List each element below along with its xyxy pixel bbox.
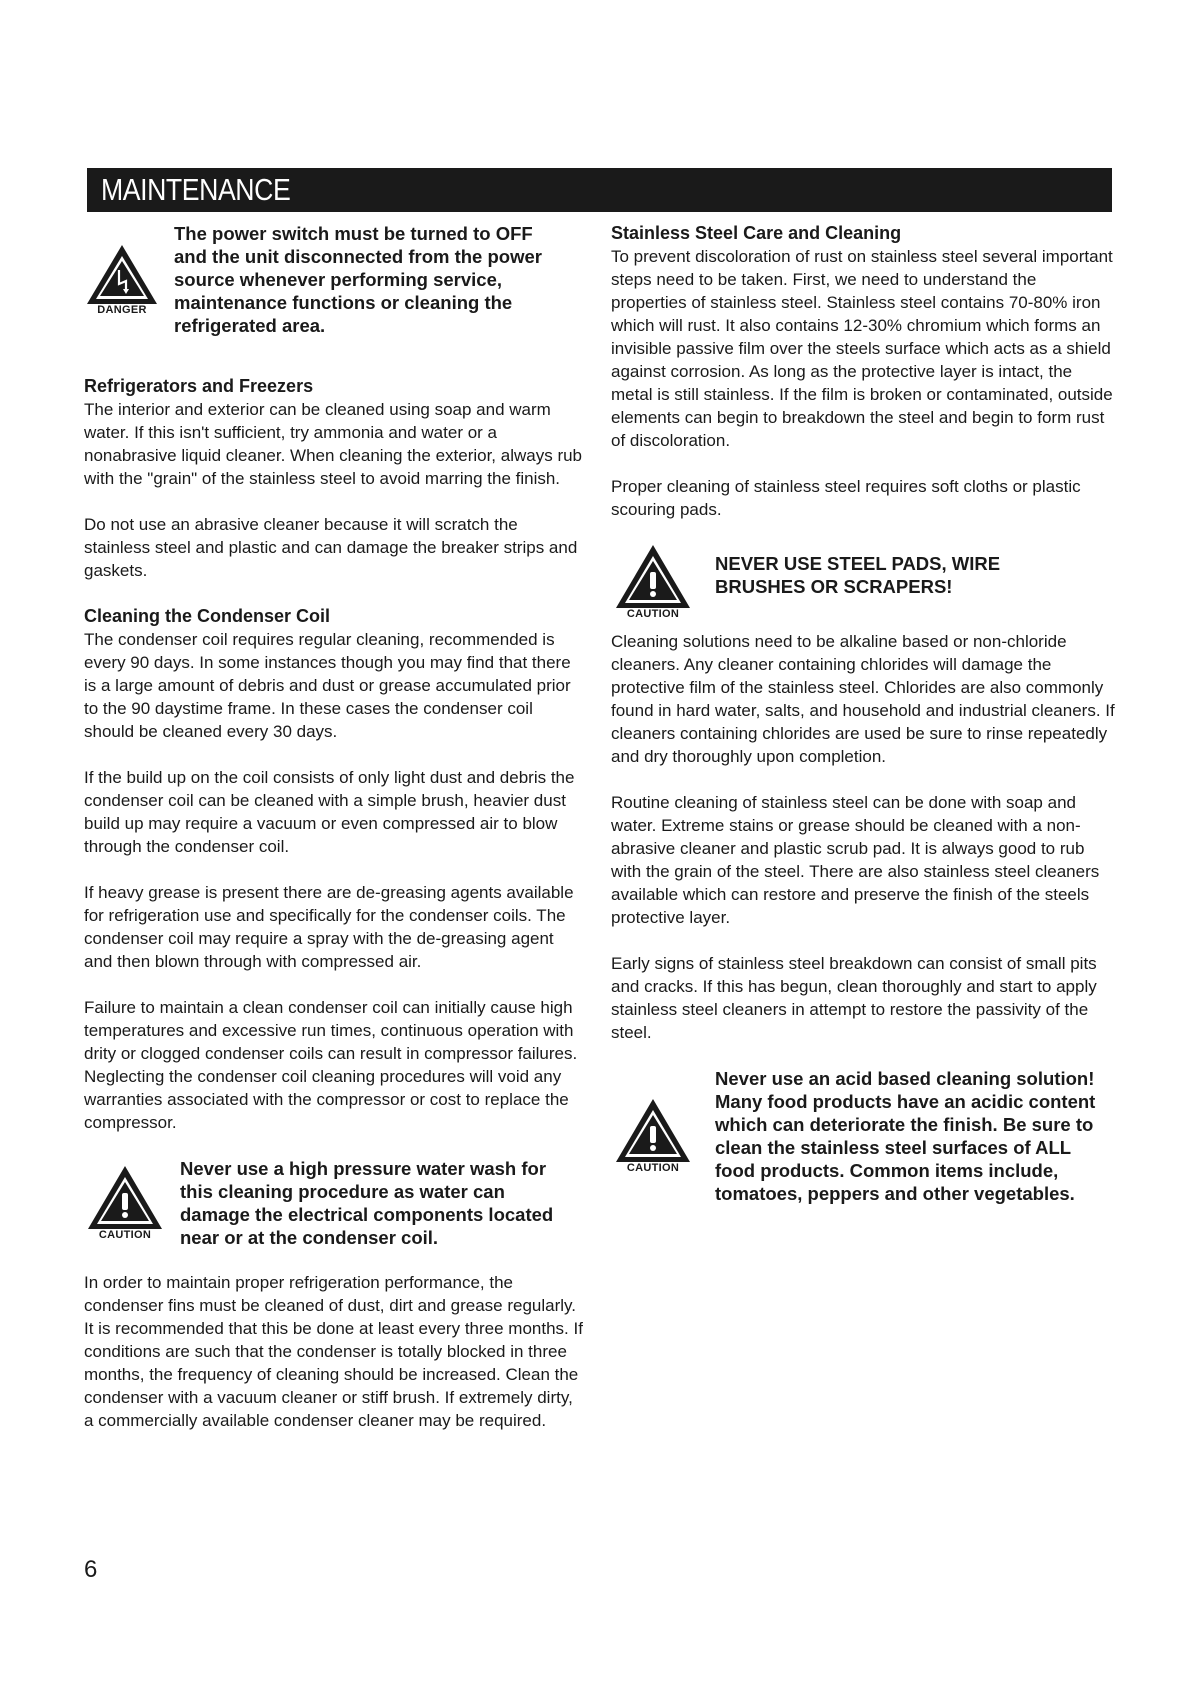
right-column bbox=[611, 222, 1116, 1227]
danger-icon bbox=[84, 244, 160, 316]
paragraph: Failure to maintain a clean condenser coil can initially cause high temperatures and excessive run times, continuous operation with drity or clogged condenser coils can result in compressor failures. Neglecting the condenser coil cleaning procedures will void any warranties associated with the compressor or cost to replace the compressor. bbox=[84, 998, 578, 1132]
paragraph: Proper cleaning of stainless steel requires soft cloths or plastic scouring pads. bbox=[611, 477, 1081, 519]
electrical-hazard-icon bbox=[86, 244, 158, 306]
section-heading-refrigerators: Refrigerators and Freezers bbox=[84, 376, 314, 396]
exclamation-icon bbox=[615, 1098, 691, 1164]
caution-warning bbox=[84, 1157, 586, 1249]
paragraph: Early signs of stainless steel breakdown can consist of small pits and cracks. If this has begun, clean thoroughly and start to apply stainless steel cleaners in attempt to restore the passivity of the steel. bbox=[611, 954, 1097, 1042]
section-heading-stainless-steel: Stainless Steel Care and Cleaning bbox=[611, 223, 902, 243]
caution-icon bbox=[611, 1098, 695, 1174]
paragraph: The condenser coil requires regular cleaning, recommended is every 90 days. In some instances though you may find that there is a large amount of debris and dust or grease accumulated prior to the 90 daystime frame. In these cases the condenser coil should be cleaned every 30 days. bbox=[84, 630, 571, 741]
caution-text: NEVER USE STEEL PADS, WIRE BRUSHES OR SCRAPERS! bbox=[715, 553, 1001, 597]
caution-warning bbox=[611, 1067, 1116, 1205]
caution-text: Never use a high pressure water wash for this cleaning procedure as water can damage the electrical components located near or at the condenser coil. bbox=[180, 1158, 554, 1248]
paragraph: The interior and exterior can be cleaned using soap and warm water. If this isn't sufficient, try ammonia and water or a nonabrasive liquid cleaner. When cleaning the exterior, always rub with the "grain" of the stainless steel to avoid marring the finish. bbox=[84, 400, 583, 488]
caution-label: CAUTION bbox=[626, 1162, 680, 1174]
paragraph: Cleaning solutions need to be alkaline based or non-chloride cleaners. Any cleaner containing chlorides will damage the protective film of the stainless steel. Chlorides are also commonly found in hard water, salts, and household and industrial cleaners. If cleaners containing chlorides are used be sure to rinse repeatedly and dry thoroughly upon completion. bbox=[611, 632, 1115, 766]
section-heading-condenser-coil: Cleaning the Condenser Coil bbox=[84, 606, 331, 626]
caution-label: CAUTION bbox=[626, 608, 680, 620]
paragraph: Do not use an abrasive cleaner because it will scratch the stainless steel and plastic and can damage the breaker strips and gaskets. bbox=[84, 515, 578, 580]
caution-icon bbox=[84, 1165, 166, 1241]
danger-text: The power switch must be turned to OFF and the unit disconnected from the power source whenever performing service, maintenance functions or cleaning the refrigerated area. bbox=[174, 223, 542, 336]
caution-text: Never use an acid based cleaning solution! Many food products have an acidic content which can deteriorate the finish. Be sure to clean the stainless steel surfaces of ALL food products. Common items include, tomatoes, peppers and other vegetables. bbox=[715, 1068, 1096, 1204]
danger-label: DANGER bbox=[97, 303, 147, 316]
paragraph: To prevent discoloration of rust on stainless steel several important steps need to be taken. First, we need to understand the properties of stainless steel. Stainless steel contains 70-80% iron which will rust. It also contains 12-30% chromium which forms an invisible passive film over the steels surface which acts as a shield against corrosion. As long as the protective layer is intact, the metal is still stainless. If the film is broken or contaminated, outside elements can begin to breakdown the steel and begin to form rust of discoloration. bbox=[611, 247, 1113, 450]
paragraph: If the build up on the coil consists of only light dust and debris the condenser coil can be cleaned with a simple brush, heavier dust build up may require a vacuum or even compressed air to blow through the condenser coil. bbox=[84, 768, 575, 856]
paragraph: In order to maintain proper refrigeration performance, the condenser fins must be cleaned of dust, dirt and grease regularly. It is recommended that this be done at least every three months. If conditions are such that the condenser is totally blocked in three months, the frequency of cleaning should be increased. Clean the condenser with a vacuum cleaner or stiff brush. If extremely dirty, a commercially available condenser cleaner may be required. bbox=[84, 1273, 583, 1430]
section-banner bbox=[87, 168, 1112, 212]
exclamation-icon bbox=[615, 544, 691, 610]
caution-label: CAUTION bbox=[98, 1229, 152, 1241]
paragraph: If heavy grease is present there are de-greasing agents available for refrigeration use and specifically for the condenser coils. The condenser coil may require a spray with the de-greasing agent and then blown through with compressed air. bbox=[84, 883, 574, 971]
left-column bbox=[84, 222, 586, 1455]
danger-warning bbox=[84, 222, 586, 337]
caution-warning bbox=[611, 544, 1116, 620]
page-number: 6 bbox=[84, 1556, 98, 1583]
paragraph: Routine cleaning of stainless steel can be done with soap and water. Extreme stains or grease should be cleaned with a non-abrasive cleaner and plastic scrub pad. It is always good to rub with the grain of the steel. There are also stainless steel cleaners available which can restore and preserve the finish of the steels protective layer. bbox=[611, 793, 1100, 927]
page-title: MAINTENANCE bbox=[101, 172, 291, 207]
exclamation-icon bbox=[87, 1165, 163, 1231]
caution-icon bbox=[611, 544, 695, 620]
